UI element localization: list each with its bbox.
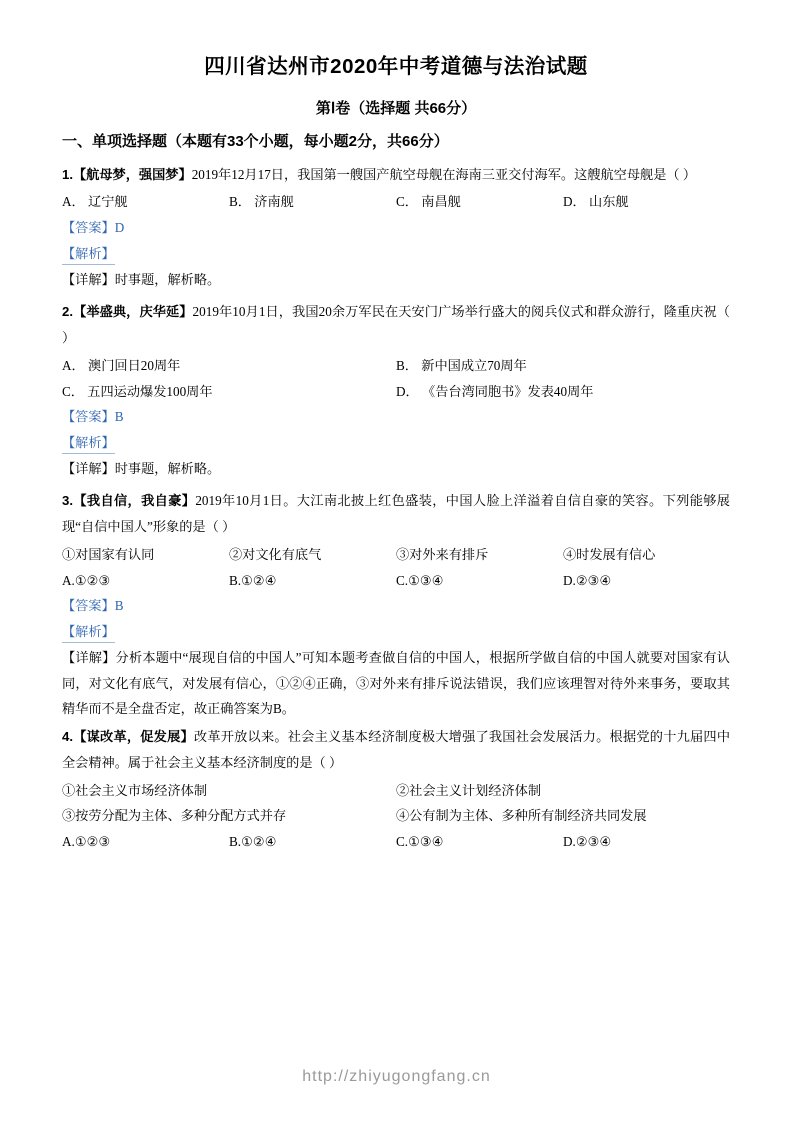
answer-line (62, 593, 730, 619)
question-stem-text: 2019年10月1日。大江南北披上红色盛装，中国人脸上洋溢着自信自豪的笑容。下列能够展现“自信中国人”形象的是（ ） (62, 493, 730, 535)
option-b[interactable]: B． 济南舰 (229, 194, 294, 210)
question-block (62, 299, 730, 481)
option-row (62, 189, 730, 215)
sub-item-row (62, 778, 730, 804)
option-b[interactable]: B.①②④ (229, 834, 277, 849)
question-block (62, 724, 730, 855)
option-row (62, 568, 730, 594)
option-d[interactable]: D． 《告台湾同胞书》发表40周年 (396, 383, 594, 399)
part-heading: 一、单项选择题（本题有33个小题，每小题2分，共66分） (62, 132, 449, 150)
sub-item-4: ④时发展有信心 (563, 546, 656, 562)
option-c[interactable]: C.①③④ (396, 834, 444, 849)
detail-text: 【详解】时事题，解析略。 (62, 460, 221, 476)
sub-item-2: ②社会主义计划经济体制 (396, 782, 542, 798)
question-stem (62, 488, 730, 539)
option-c[interactable]: C.①③④ (396, 572, 444, 588)
option-d[interactable]: D.②③④ (563, 834, 612, 849)
option-b[interactable]: B． 新中国成立70周年 (396, 357, 527, 373)
sub-item-3: ③按劳分配为主体、多种分配方式并存 (62, 808, 287, 824)
question-stem (62, 724, 730, 775)
question-stem-bold: 3.【我自信，我自豪】 (62, 493, 196, 509)
sub-item-row (62, 542, 730, 568)
sub-item-1: ①社会主义市场经济体制 (62, 782, 208, 798)
option-c[interactable]: C． 南昌舰 (396, 194, 461, 210)
document-body (62, 54, 730, 855)
page-title: 四川省达州市2020年中考道德与法治试题 (204, 55, 588, 78)
answer-line (62, 404, 730, 430)
analysis-label: 【解析】 (62, 430, 115, 456)
question-stem-text: 2019年10月1日，我国20余万军民在天安门广场举行盛大的阅兵仪式和群众游行，隆重庆祝（ ） (62, 304, 730, 346)
analysis-label: 【解析】 (62, 619, 115, 645)
answer-value: D (114, 220, 125, 236)
question-stem-bold: 4.【谋改革，促发展】 (62, 729, 194, 745)
option-b[interactable]: B.①②④ (229, 572, 277, 588)
answer-label: 【答案】 (62, 409, 115, 425)
sub-item-3: ③对外来有排斥 (396, 546, 489, 562)
question-stem-text: 改革开放以来。社会主义基本经济制度极大增强了我国社会发展活力。根据党的十九届四中全会精神。属于社会主义基本经济制度的是（ ） (62, 729, 731, 770)
watermark: http://zhiyugongfang.cn (302, 1068, 491, 1085)
option-c[interactable]: C． 五四运动爆发100周年 (62, 383, 213, 399)
option-row (62, 379, 730, 405)
answer-line (62, 215, 730, 241)
question-stem (62, 162, 730, 188)
question-stem-bold: 1.【航母梦，强国梦】 (62, 166, 192, 182)
detail-text: 【详解】时事题，解析略。 (62, 271, 221, 287)
analysis-label: 【解析】 (62, 241, 115, 267)
section-heading: 第Ⅰ卷（选择题 共66分） (315, 99, 477, 117)
answer-value: B (114, 598, 124, 614)
question-stem (62, 299, 730, 350)
option-a[interactable]: A． 澳门回日20周年 (62, 357, 181, 373)
sub-item-2: ②对文化有底气 (229, 546, 322, 562)
question-block (62, 488, 730, 722)
sub-item-4: ④公有制为主体、多种所有制经济共同发展 (396, 808, 647, 824)
question-stem-bold: 2.【举盛典，庆华延】 (62, 304, 193, 320)
option-row (62, 353, 730, 379)
option-a[interactable]: A.①②③ (62, 834, 111, 849)
question-stem-text: 2019年12月17日，我国第一艘国产航空母舰在海南三亚交付海军。这艘航空母舰是（ ） (191, 166, 697, 182)
option-row (62, 829, 730, 855)
option-d[interactable]: D． 山东舰 (563, 194, 629, 210)
answer-label: 【答案】 (62, 220, 115, 236)
answer-label: 【答案】 (62, 598, 115, 614)
question-block (62, 162, 730, 293)
option-d[interactable]: D.②③④ (563, 572, 612, 588)
sub-item-1: ①对国家有认同 (62, 546, 155, 562)
option-a[interactable]: A.①②③ (62, 572, 111, 588)
sub-item-row (62, 803, 730, 829)
detail-text: 【详解】分析本题中“展现自信的中国人”可知本题考查做自信的中国人，根据所学做自信的中国人就要对国家有认同，对文化有底气，对发展有信心，①②④正确，③对外来有排斥说法错误，我们应该理智对待外来事务，要取其精华而不是全盘否定，故正确答案为B。 (62, 649, 730, 717)
answer-value: B (114, 409, 124, 425)
option-a[interactable]: A． 辽宁舰 (62, 194, 128, 210)
